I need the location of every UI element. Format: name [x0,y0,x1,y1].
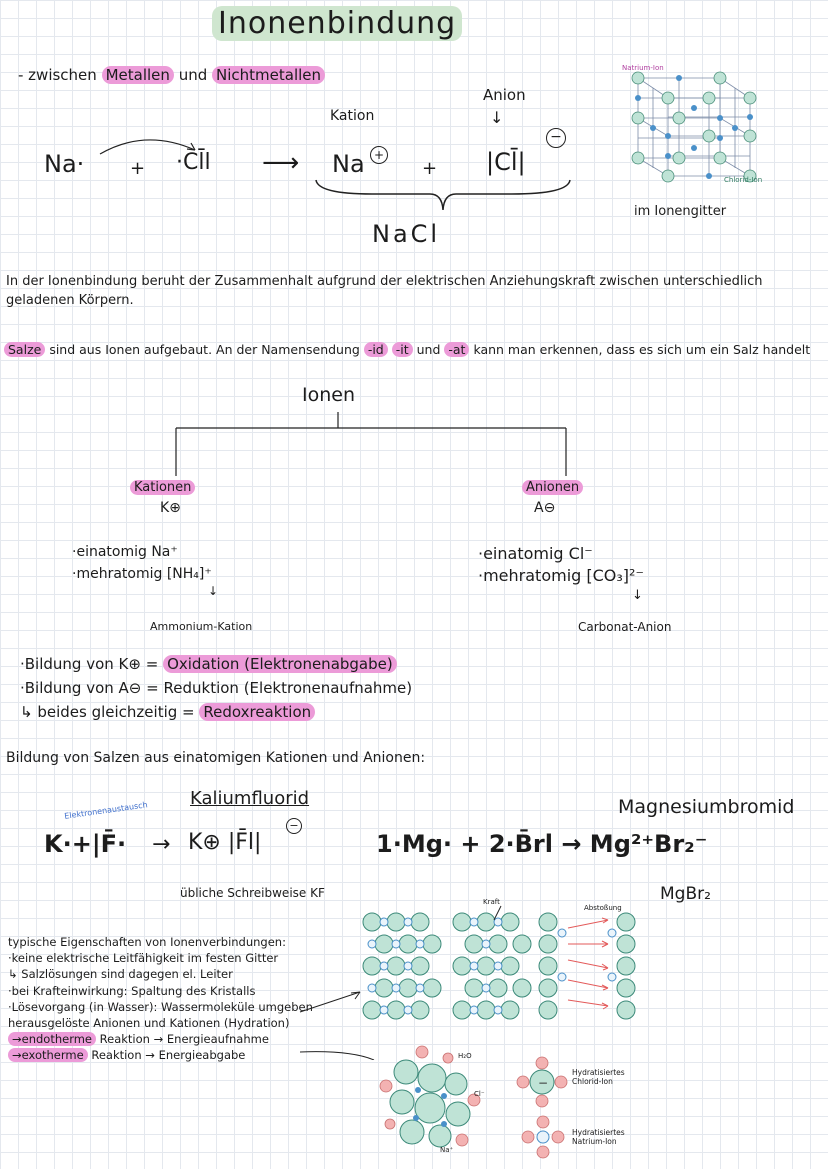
anion-mehratomig: ·mehratomig [CO₃]²⁻ [478,566,644,585]
mgbr-formula: MgBr₂ [660,884,711,904]
kf-note: übliche Schreibweise KF [180,886,325,900]
page-title: Inonenbindung [212,6,462,41]
crystal-cleavage-diagram [356,900,646,1030]
cl-label: Cl⁻ [474,1090,485,1098]
property-1: ·keine elektrische Leitfähigkeit im festen Gitter [8,951,279,966]
kationen-symbol: K⊕ [160,500,181,516]
kf-arrow: → [152,832,171,857]
endotherme-text: Reaktion → Energieaufnahme [99,1032,269,1047]
ion-lattice-diagram [620,58,770,188]
redox-b1: ·Bildung von K⊕ = [20,655,159,673]
plus-sign-2: + [422,158,438,179]
property-4: ·Lösevorgang (in Wasser): Wassermoleküle umgeben [8,999,313,1014]
exotherme-highlight: →exotherme [8,1048,88,1062]
kraft-label: Kraft [483,898,500,906]
anion-arrow: ↓ [632,588,643,603]
mgbr-name: Magnesiumbromid [618,796,795,818]
kf-minus-circle: − [286,818,302,834]
salts-line [4,342,810,357]
definition-text: In der Ionenbindung beruht der Zusammenhalt aufgrund der elektrischen Anziehungskraft zwischen unterschiedlich geladenen Körpern. [6,274,763,308]
property-5: herausgelöste Anionen und Kationen (Hydration) [8,1016,290,1031]
salt-formation-heading: Bildung von Salzen aus einatomigen Kationen und Anionen: [6,750,426,766]
salts-text-1: sind aus Ionen aufgebaut. An der Namensendung [49,342,360,357]
h2o-label: H₂O [458,1052,472,1060]
redox-b2: ·Bildung von A⊖ = [20,679,159,697]
hydrated-sodium-icon [520,1114,566,1160]
kation-label: Kation [330,108,375,124]
anionen-title: Anionen [522,480,583,495]
product-brace [312,176,574,216]
lattice-label-cl: Chlorid-Ion [724,176,763,184]
salts-und: und [416,342,441,357]
anion-label: Anion [483,86,526,104]
mgbr-equation: 1·Mg· + 2·B̄rl → Mg²⁺Br₂⁻ [376,830,708,858]
endotherme-highlight: →endotherme [8,1032,96,1046]
hydrated-chloride-label: Hydratisiertes Chlorid-Ion [572,1068,625,1086]
kf-left: K·+|F̄· [44,830,127,858]
kation-mehratomig: ·mehratomig [NH₄]⁺ [72,566,212,582]
minus-charge-circle: − [546,128,566,148]
svg-text:−: − [538,1076,549,1090]
anion-einatomig: ·einatomig Cl⁻ [478,544,593,563]
property-2: ↳ Salzlösungen sind dagegen el. Leiter [8,967,233,982]
redox-line-3 [20,703,315,721]
anionen-symbol: A⊖ [534,500,556,516]
plus-sign-1: + [130,158,146,179]
nacl-product: NaCl [372,220,441,248]
na-ion: Na [332,150,365,178]
cl-ion: |Cl̄| [486,148,526,176]
kf-right: K⊕ |F̄l| [188,830,262,855]
ammonium-note: Ammonium-Kation [150,620,253,633]
ending-id: -id [364,342,388,357]
redox-line-2 [20,679,412,697]
exotherme-text: Reaktion → Energieabgabe [91,1048,246,1063]
hydrated-chloride-icon [516,1056,568,1108]
plus-charge-circle: + [370,146,388,164]
metals-highlight: Metallen [102,66,174,84]
kf-name: Kaliumfluorid [190,788,310,809]
redoxreaktion-highlight: Redoxreaktion [199,703,315,721]
hydration-cluster-diagram [376,1044,486,1154]
properties-heading: typische Eigenschaften von Ionenverbindungen: [8,935,286,949]
redox-line-1 [20,655,397,673]
electron-transfer-label: Elektronenaustausch [63,800,149,821]
tree-root: Ionen [302,384,356,406]
salts-text-2: kann man erkennen, dass es sich um ein Salz handelt [473,342,811,357]
lattice-caption: im Ionengitter [634,204,727,219]
electron-transfer-arrow [95,132,205,162]
intro-prefix: - zwischen [18,66,97,84]
property-3: ·bei Krafteinwirkung: Spaltung des Kristalls [8,983,256,998]
oxidation-highlight: Oxidation (Elektronenabgabe) [163,655,397,673]
na-label: Na⁺ [440,1146,454,1154]
lattice-label-na: Natrium-Ion [622,64,664,72]
cl-atom: ·Cl̄l [176,150,211,175]
anion-pointer-arrow: ↓ [490,108,504,127]
salts-word: Salze [4,342,45,357]
hydrated-sodium-label: Hydratisiertes Natrium-Ion [572,1128,625,1146]
kation-arrow: ↓ [208,584,219,598]
kation-einatomig: ·einatomig Na⁺ [72,544,178,560]
reduktion-text: Reduktion (Elektronenaufnahme) [163,679,413,697]
kationen-title: Kationen [130,480,195,495]
ending-at: -at [444,342,469,357]
carbonat-note: Carbonat-Anion [578,620,672,634]
na-atom: Na· [44,150,85,178]
reaction-arrow: ⟶ [262,148,300,178]
tree-lines [170,408,590,480]
intro-line [18,66,325,84]
abstossung-label: Abstoßung [584,904,622,912]
ending-it: -it [392,342,413,357]
redox-b3: ↳ beides gleichzeitig = [20,703,195,721]
intro-and: und [178,66,208,84]
nonmetals-highlight: Nichtmetallen [212,66,325,84]
